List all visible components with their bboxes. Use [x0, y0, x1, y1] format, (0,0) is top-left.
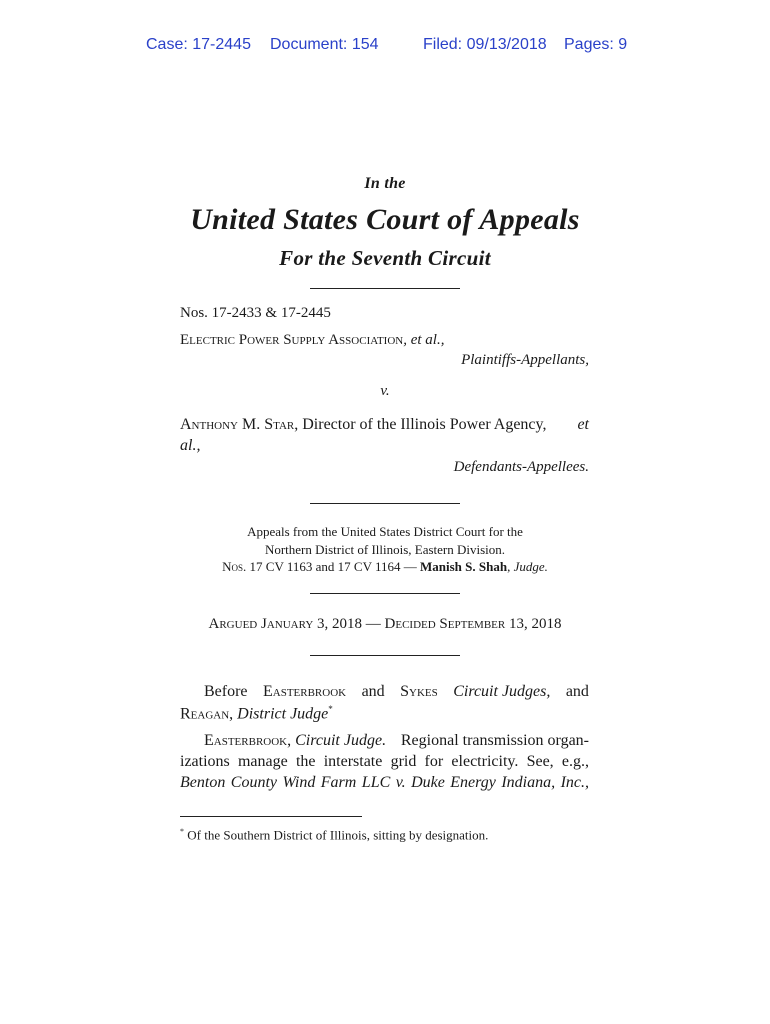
- defendant-al: al.,: [180, 437, 201, 454]
- argued-decided: Argued January 3, 2018 — Decided September 13, 2018: [208, 616, 562, 632]
- divider-rule: [310, 503, 460, 504]
- defendant-desc: , Director of the Illinois Power Agency,: [294, 416, 547, 433]
- filing-header: [0, 36, 770, 56]
- case-number: Case: 17-2445: [146, 36, 251, 53]
- footnote-marker: *: [328, 704, 333, 714]
- panel-title-1: Circuit Judges,: [453, 683, 551, 700]
- appeal-line-3: Nos. 17 CV 1163 and 17 CV 1164 — Manish S. Shah, Judge.: [222, 559, 548, 574]
- opinion-author-title: Circuit Judge.: [295, 732, 387, 749]
- document-number: Document: 154: [270, 36, 379, 53]
- opinion-author: Easterbrook: [204, 732, 288, 749]
- panel-and-1: and: [361, 683, 385, 700]
- plaintiff-line: [180, 332, 444, 349]
- appeal-case-numbers: 17 CV 1163 and 17 CV 1164 —: [246, 559, 420, 574]
- appeal-line-1: Appeals from the United States District Court for the: [247, 524, 523, 539]
- footnote-rule: [180, 816, 362, 817]
- panel-line-1: [204, 683, 589, 701]
- defendant-name: Anthony M. Star: [180, 416, 295, 433]
- page-count: Pages: 9: [564, 36, 628, 53]
- plaintiff-etal: , et al.,: [403, 332, 445, 348]
- court-in-the: In the: [364, 175, 406, 192]
- versus: v.: [380, 383, 390, 399]
- plaintiff-name: Electric Power Supply Association: [180, 332, 404, 348]
- panel-and-2: and: [565, 683, 589, 700]
- panel-line-2: Reagan, District Judge*: [180, 704, 333, 723]
- panel-judge-1: Easterbrook: [262, 683, 347, 700]
- panel-judge-2: Sykes: [400, 683, 438, 700]
- footnote: [180, 827, 488, 843]
- divider-rule: [310, 655, 460, 656]
- panel-judge-3: Reagan: [180, 705, 230, 723]
- divider-rule: [310, 288, 460, 289]
- defendant-et: et: [577, 416, 589, 433]
- filed-date: Filed: 09/13/2018: [423, 36, 547, 53]
- footnote-text: Of the Southern District of Illinois, sitting by designation.: [187, 827, 489, 843]
- appeal-line-2: Northern District of Illinois, Eastern Division.: [264, 542, 506, 557]
- district-judge-title: Judge.: [513, 559, 548, 574]
- opinion-line-3: Benton County Wind Farm LLC v. Duke Energy Indiana, Inc.,: [180, 774, 589, 791]
- district-judge-name: Manish S. Shah: [420, 559, 508, 574]
- divider-rule: [310, 593, 460, 594]
- defendant-role: Defendants-Appellees.: [453, 459, 589, 475]
- footnote-mark: *: [180, 827, 184, 836]
- plaintiff-role: Plaintiffs-Appellants,: [461, 352, 589, 368]
- case-numbers: Nos. 17-2433 & 17-2445: [180, 305, 331, 321]
- court-circuit: For the Seventh Circuit: [279, 246, 491, 270]
- court-name: United States Court of Appeals: [190, 203, 580, 236]
- opinion-line-2: izations manage the interstate grid for electricity. See, e.g.,: [180, 753, 589, 770]
- panel-title-2: District Judge: [237, 705, 329, 723]
- panel-before: Before: [204, 683, 248, 700]
- opinion-line-1-rest: Regional transmission organ-: [400, 732, 589, 749]
- defendant-line: [180, 416, 589, 434]
- opinion-line-1: Easterbrook, Circuit Judge. Regional transmission organ-: [204, 732, 589, 749]
- appeal-nos: Nos.: [222, 559, 247, 574]
